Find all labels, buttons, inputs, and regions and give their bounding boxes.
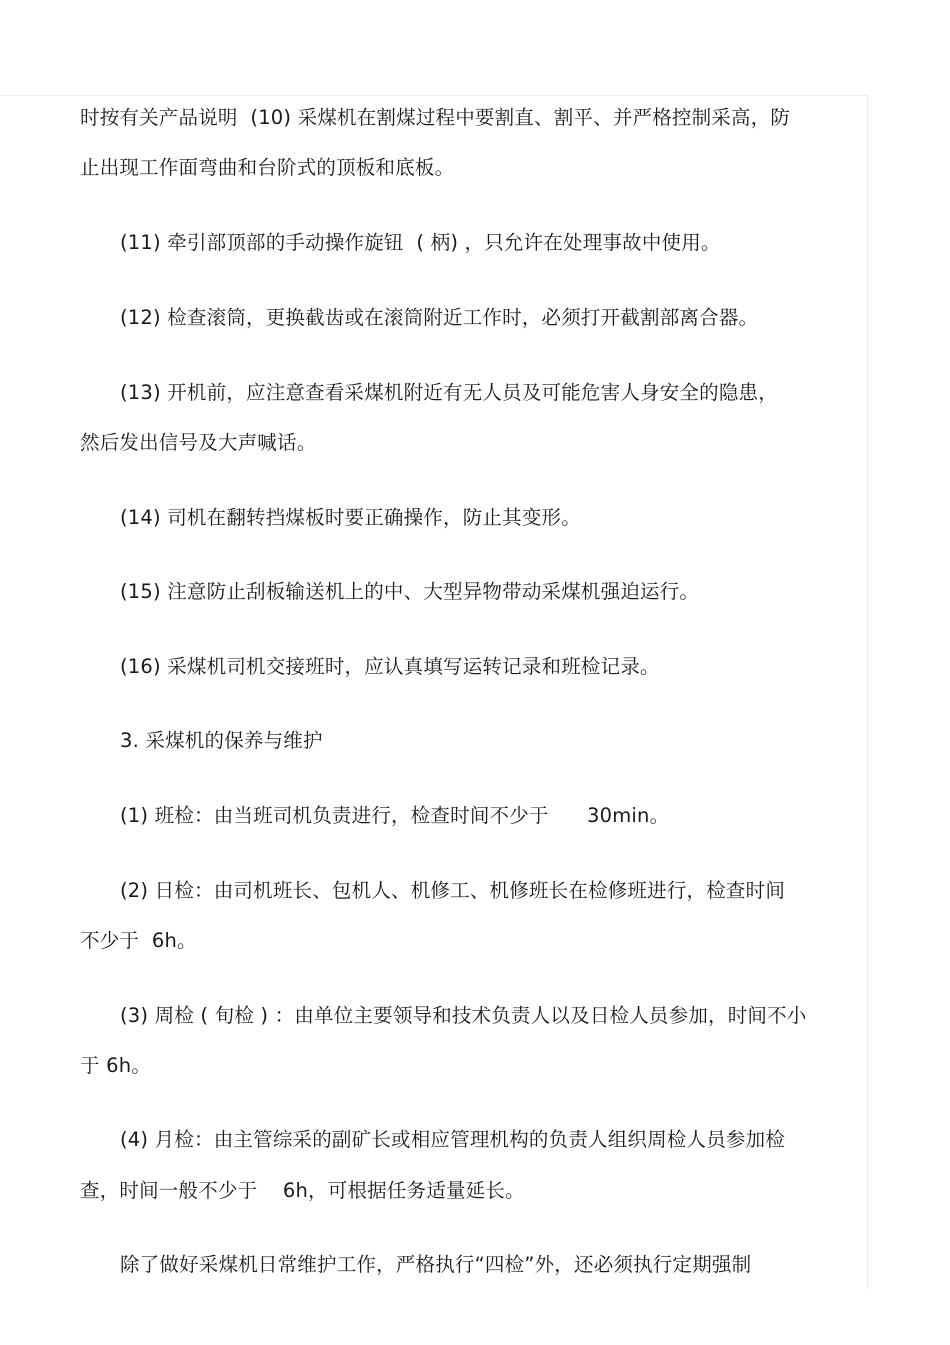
section-heading: 3. 采煤机的保养与维护 [120, 729, 323, 752]
text-line: 于 6h。 [80, 1054, 151, 1077]
text-line: 除了做好采煤机日常维护工作，严格执行“四检”外，还必须执行定期强制 [120, 1253, 752, 1276]
text-line: (12) 检查滚筒，更换截齿或在滚筒附近工作时，必须打开截割部离合器。 [120, 306, 759, 329]
text-line: (11) 牵引部顶部的手动操作旋钮 ( 柄) ，只允许在处理事故中使用。 [120, 231, 721, 254]
text-line: 时按有关产品说明 (10) 采煤机在割煤过程中要割直、割平、并严格控制采高，防 [80, 106, 791, 129]
text-line: 不少于 6h。 [80, 929, 197, 952]
text-line: (4) 月检：由主管综采的副矿长或相应管理机构的负责人组织周检人员参加检 [120, 1128, 786, 1151]
text-line: 然后发出信号及大声喊话。 [80, 431, 317, 454]
text-line: (13) 开机前，应注意查看采煤机附近有无人员及可能危害人身安全的隐患， [120, 381, 778, 404]
text-line: (14) 司机在翻转挡煤板时要正确操作，防止其变形。 [120, 506, 581, 529]
text-line: (16) 采煤机司机交接班时，应认真填写运转记录和班检记录。 [120, 655, 660, 678]
text-line: (1) 班检：由当班司机负责进行，检查时间不少于 30min。 [120, 804, 670, 827]
text-line: (3) 周检 ( 旬检 ) ：由单位主要领导和技术负责人以及日检人员参加，时间不小 [120, 1004, 807, 1027]
text-line: (2) 日检：由司机班长、包机人、机修工、机修班长在检修班进行，检查时间 [120, 879, 786, 902]
page-border [0, 95, 868, 1290]
text-line: 查，时间一般不少于 6h，可根据任务适量延长。 [80, 1179, 525, 1202]
text-line: (15) 注意防止刮板输送机上的中、大型异物带动采煤机强迫运行。 [120, 580, 700, 603]
text-line: 止出现工作面弯曲和台阶式的顶板和底板。 [80, 156, 455, 179]
